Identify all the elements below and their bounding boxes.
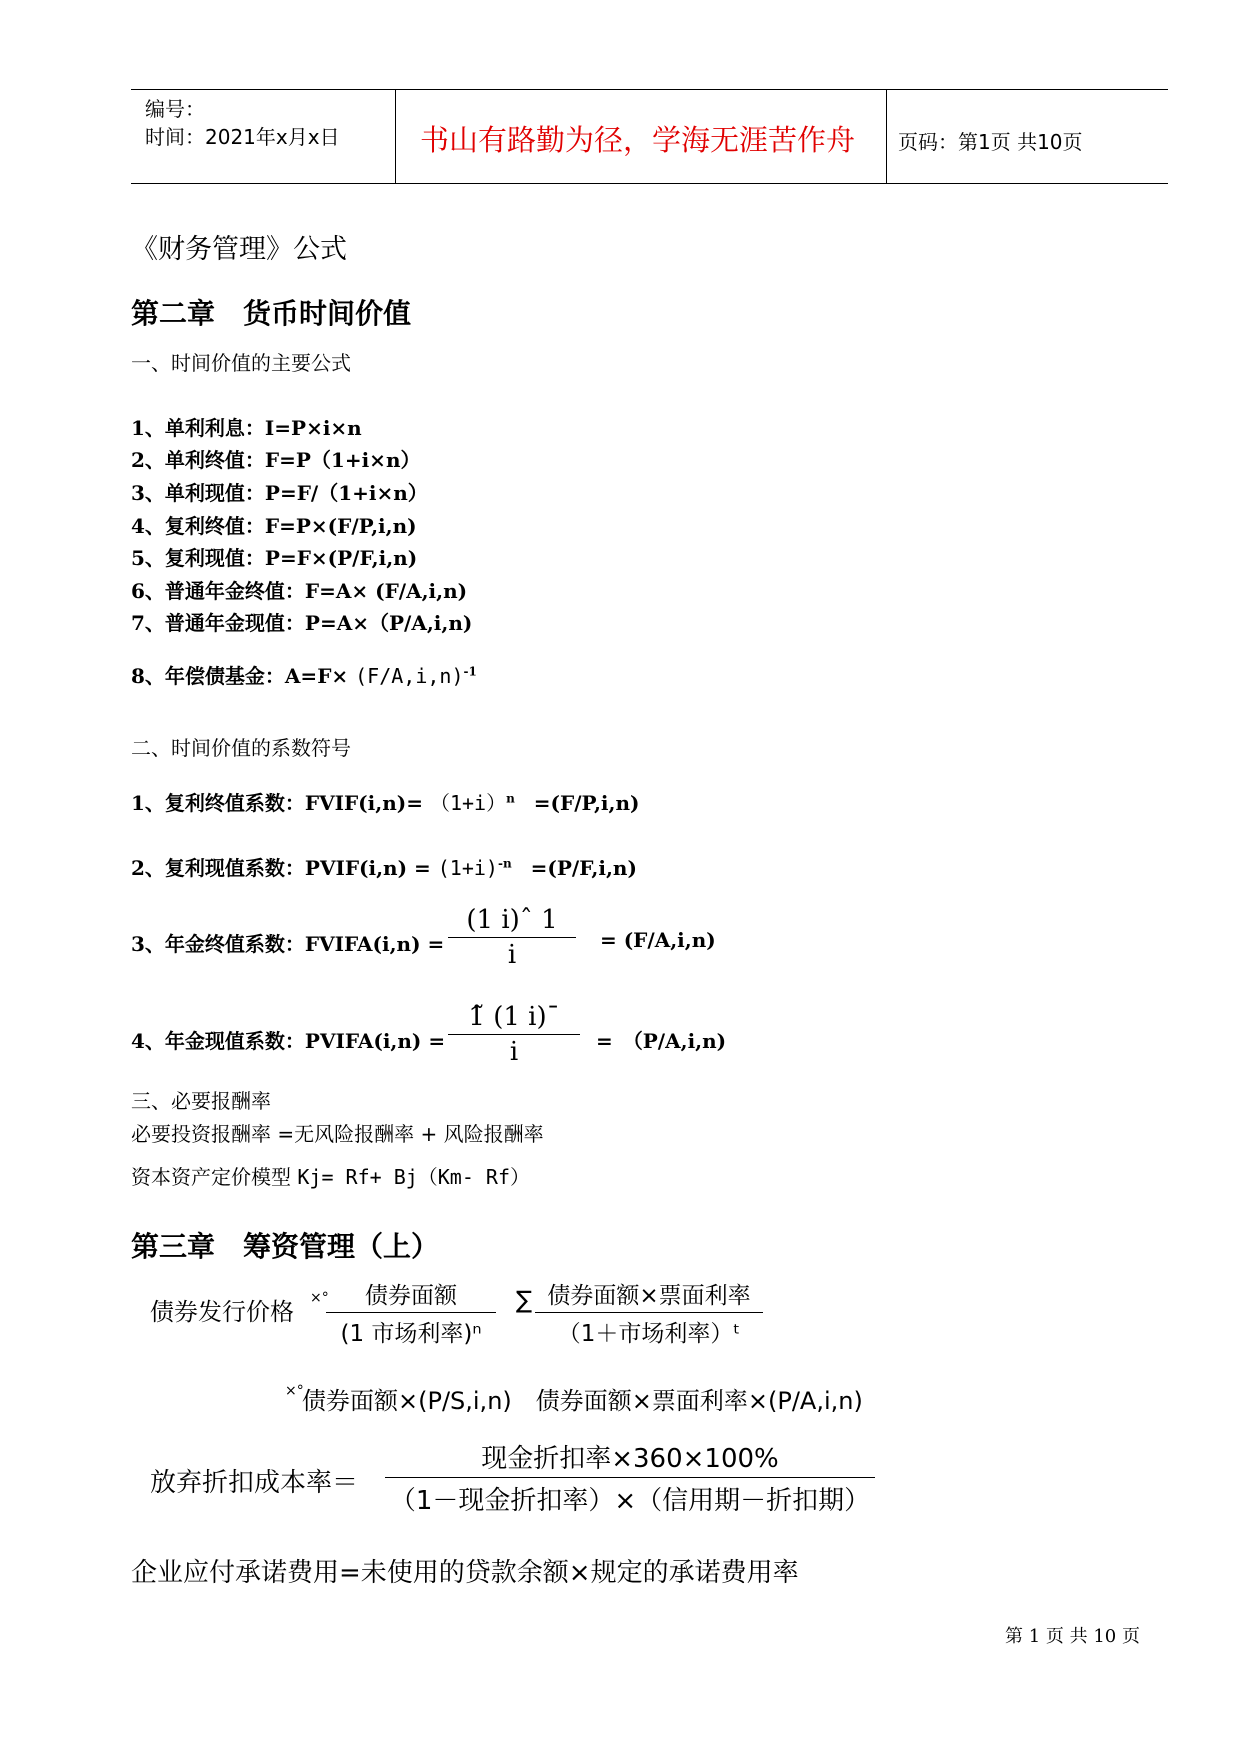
coef1-expr: （1+i） — [429, 791, 507, 815]
approx-symbol-icon: ×° — [310, 1290, 329, 1306]
capm-expr: Kj= Rf+ Bj（Km- Rf） — [297, 1165, 531, 1189]
coef4-tail: = （P/A,i,n) — [596, 1029, 727, 1053]
discount-cost-label: 放弃折扣成本率＝ — [150, 1468, 359, 1498]
coef1-label: 1、复利终值系数：FVIF(i,n)= — [131, 791, 423, 815]
bond-fraction-1 — [326, 1277, 496, 1348]
formula-item: 7、普通年金现值：P=A×（P/A,i,n) — [131, 611, 473, 635]
chapter2-title: 第二章 货币时间价值 — [131, 297, 412, 330]
coef3-numerator: (1 i)ˆ 1 — [466, 905, 558, 935]
formula-item: 1、单利利息：I=P×i×n — [131, 416, 362, 440]
header-divider-right — [886, 89, 887, 183]
chapter3-title: 第三章 筹资管理（上） — [131, 1230, 440, 1263]
bond-frac1-denominator: (1 市场利率)ⁿ — [340, 1321, 482, 1347]
item8-exponent: -1 — [463, 664, 477, 679]
coef3-tail: = (F/A,i,n) — [600, 928, 716, 952]
header-page-info: 页码：第1页 共10页 — [898, 130, 1083, 154]
coef2-expr: (1+i) — [437, 856, 498, 880]
footer-page-number: 第 1 页 共 10 页 — [1005, 1626, 1140, 1647]
coef3-label: 3、年金终值系数：FVIFA(i,n) = — [131, 932, 445, 956]
doc-title: 《财务管理》公式 — [131, 234, 347, 265]
commitment-fee-formula: 企业应付承诺费用=未使用的贷款余额×规定的承诺费用率 — [131, 1558, 799, 1588]
fraction-bar — [448, 937, 576, 938]
fraction-bar — [535, 1312, 763, 1313]
coef2-tail: =(P/F,i,n) — [530, 856, 637, 880]
capm-formula — [131, 1161, 530, 1190]
chapter2-section2: 二、时间价值的系数符号 — [131, 736, 351, 760]
bond-price-label: 债券发行价格 — [150, 1298, 294, 1326]
bond-frac1-numerator: 债券面额 — [365, 1283, 457, 1309]
formula-item: 2、单利终值：F=P（1+i×n） — [131, 448, 421, 472]
summation-icon: ∑ — [516, 1286, 533, 1314]
coef2-label: 2、复利现值系数：PVIF(i,n) = — [131, 856, 431, 880]
chapter2-section1: 一、时间价值的主要公式 — [131, 351, 351, 375]
bond-frac2-denominator: （1＋市场利率）ᵗ — [557, 1321, 741, 1347]
item8-expr: (F/A,i,n) — [355, 664, 464, 688]
discount-denominator: （1－现金折扣率）×（信用期－折扣期） — [389, 1486, 871, 1516]
coef3-denominator: i — [507, 940, 517, 970]
header-time-label: 时间：2021年x月x日 — [145, 125, 340, 149]
header-top-rule — [131, 89, 1168, 90]
coef4-numerator: 1̃ (1 i)ˉ — [468, 1002, 560, 1032]
header-motto: 书山有路勤为径，学海无涯苦作舟 — [420, 123, 856, 157]
formula-item: 5、复利现值：P=F×(P/F,i,n) — [131, 546, 418, 570]
fraction-bar — [448, 1034, 580, 1035]
coef4-denominator: i — [509, 1037, 519, 1067]
bond-frac2-numerator: 债券面额×票面利率 — [547, 1283, 751, 1309]
item8-label: 8、年偿债基金：A=F× — [131, 664, 349, 688]
coef2-exponent: -n — [497, 856, 512, 871]
chapter2-section3: 三、必要报酬率 — [131, 1089, 271, 1113]
header-divider-left — [395, 89, 396, 183]
discount-numerator: 现金折扣率×360×100% — [481, 1444, 779, 1474]
formula-item: 6、普通年金终值：F=A× (F/A,i,n) — [131, 579, 468, 603]
approx-symbol-icon: ×° — [285, 1383, 304, 1399]
discount-cost-fraction — [385, 1438, 875, 1517]
coef4-label: 4、年金现值系数：PVIFA(i,n) = — [131, 1029, 446, 1053]
formula-item: 4、复利终值：F=P×(F/P,i,n) — [131, 514, 417, 538]
capm-label: 资本资产定价模型 — [131, 1165, 291, 1189]
coef-2 — [131, 852, 637, 881]
header-bottom-rule — [131, 183, 1168, 184]
fraction-bar — [385, 1477, 875, 1478]
coef1-exponent: n — [506, 791, 515, 806]
coef4-fraction — [448, 1002, 580, 1067]
coef1-tail: =(F/P,i,n) — [533, 791, 640, 815]
required-return-formula: 必要投资报酬率 =无风险报酬率 + 风险报酬率 — [131, 1122, 544, 1146]
header-code-label: 编号： — [145, 97, 205, 121]
coef-1 — [131, 787, 640, 816]
bond-fraction-2 — [535, 1277, 763, 1348]
coef3-fraction — [448, 905, 576, 970]
formula-item: 3、单利现值：P=F/（1+i×n） — [131, 481, 428, 505]
fraction-bar — [326, 1312, 496, 1313]
bond-price-line2: 债券面额×(P/S,i,n) 债券面额×票面利率×(P/A,i,n) — [302, 1387, 863, 1415]
formula-item-8 — [131, 660, 477, 689]
